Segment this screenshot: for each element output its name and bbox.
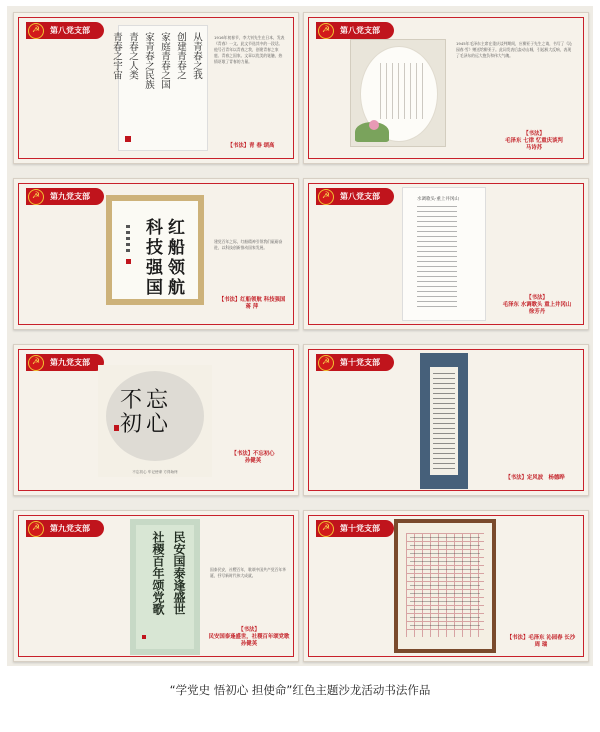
- slide-header-title: 第八党支部: [340, 192, 380, 201]
- artwork-caption: [492, 295, 582, 315]
- description-text: 建党百年之际，红船精神引领我们砥砺奋进，以科技创新推动国家发展。: [214, 239, 283, 251]
- party-emblem-icon: ☭: [318, 189, 334, 205]
- artwork-caption: [210, 297, 294, 311]
- slide-header: [316, 354, 394, 371]
- calligraphy-artwork: [130, 519, 200, 655]
- description-text: 国泰民安，社稷百年，歌颂中国共产党百年华诞，抒写新时代伟大成就。: [210, 567, 286, 579]
- artwork-note: 不忘初心 牢记使命 方得始终: [132, 470, 178, 474]
- calligraphy-artwork: [350, 39, 446, 147]
- artwork-column: 创建青春之: [175, 32, 186, 80]
- slide-header: [26, 22, 104, 39]
- slide-header-title: 第八党支部: [50, 26, 90, 35]
- artwork-column: 青春之宇宙: [111, 32, 122, 80]
- slide-6: [303, 344, 589, 496]
- slide-header-title: 第九党支部: [50, 192, 90, 201]
- slide-5: [13, 344, 299, 496]
- seal-stamp: [114, 425, 119, 431]
- caption-line: 蒋 萍: [245, 303, 259, 310]
- party-emblem-icon: ☭: [28, 189, 44, 205]
- slide-header: [26, 188, 104, 205]
- party-emblem-icon: ☭: [318, 521, 334, 537]
- slide-header-title: 第九党支部: [50, 524, 90, 533]
- calligraphy-artwork: [106, 195, 204, 305]
- caption-line: 【书法】: [523, 131, 545, 137]
- slide-header: [316, 188, 394, 205]
- caption-line: 毛泽东 七律 忆重庆谈判: [505, 137, 563, 144]
- caption-line: 民安国泰逢盛世，社稷百年颂党歌: [208, 633, 290, 640]
- slide-header: [316, 520, 394, 537]
- artwork-column: 民安国泰逢盛世: [172, 531, 186, 615]
- slide-3: [13, 178, 299, 330]
- calligraphy-artwork: [394, 519, 496, 653]
- description-text: 1945年毛泽东主席在重庆谈判期间，应柳亚子先生之请，书写了《沁园春·雪》赠送给柳亚子。此词发表后轰动山城，引起极大反响，表现了毛泽东的远大抱负和伟大气魄。: [456, 41, 572, 59]
- caption-line: 孙健英: [240, 640, 258, 647]
- slide-header: [316, 22, 394, 39]
- slide-1: [13, 12, 299, 164]
- artwork-char: 强: [146, 258, 163, 278]
- party-emblem-icon: ☭: [318, 355, 334, 371]
- slide-8: [303, 510, 589, 662]
- caption-line: 周 瑞: [534, 641, 548, 648]
- artwork-column: 从青春之我: [191, 32, 202, 80]
- caption-line: 孙健英: [244, 457, 262, 464]
- artwork-caption: [490, 131, 578, 151]
- caption-line: 马诗苏: [525, 144, 543, 151]
- calligraphy-artwork: [98, 365, 212, 477]
- page-caption: “学党史 悟初心 担使命”红色主题沙龙活动书法作品: [169, 683, 431, 697]
- slide-header-title: 第十党支部: [340, 358, 380, 367]
- artwork-char: 航: [168, 278, 185, 298]
- caption-line: 毛泽东 水调歌头 重上井冈山: [502, 301, 572, 308]
- artwork-char: 科: [146, 218, 163, 238]
- party-emblem-icon: ☭: [318, 23, 334, 39]
- slide-header: [26, 354, 104, 371]
- artwork-column: 社稷百年颂党歌: [151, 531, 165, 615]
- calligraphy-artwork: [420, 353, 468, 489]
- slide-header-title: 第九党支部: [50, 358, 90, 367]
- slide-header-title: 第八党支部: [340, 26, 380, 35]
- artwork-char: 国: [146, 278, 163, 298]
- caption-line: 【书法】毛泽东 沁园春 长沙: [506, 635, 576, 641]
- artwork-title: 水调歌头·重上井冈山: [417, 197, 459, 202]
- artwork-text: 不忘初心: [120, 388, 173, 438]
- seal-stamp: [142, 635, 146, 639]
- calligraphy-artwork: [402, 187, 486, 321]
- caption-line: 【书法】: [238, 627, 260, 633]
- artwork-char: 领: [168, 258, 185, 278]
- calligraphy-artwork: [111, 25, 208, 151]
- caption-line: 徐芳丹: [528, 308, 546, 315]
- artwork-column: 青春之人类: [127, 32, 138, 80]
- seal-stamp: [125, 136, 131, 142]
- description-text: 1916年初春节，李大钊先生在日本，发表《青春》一文。此文节选其中的一段话。他号召青年以青春之我，创建青春之家庭、青春之国家。文章以优美的笔触，热情讴歌了青春的力量。: [214, 35, 285, 65]
- artwork-column: 家青春之民族: [143, 32, 154, 89]
- slide-header: [26, 520, 104, 537]
- artwork-caption: [218, 451, 288, 465]
- slide-header-title: 第十党支部: [340, 524, 380, 533]
- artwork-char: 红: [168, 218, 185, 238]
- party-emblem-icon: ☭: [28, 23, 44, 39]
- artwork-caption: [500, 635, 582, 649]
- slide-7: [13, 510, 299, 662]
- seal-stamp: [126, 259, 131, 264]
- slide-4: [303, 178, 589, 330]
- slide-2: [303, 12, 589, 164]
- party-emblem-icon: ☭: [28, 355, 44, 371]
- artwork-column: 家庭青春之国: [159, 32, 170, 89]
- caption-line: 【书法】红船领航 科技强国: [218, 297, 286, 303]
- artwork-char: 船: [168, 238, 185, 258]
- artwork-caption: 【书法】定风波 杨德晔: [505, 475, 565, 481]
- artwork-char: 技: [146, 238, 163, 258]
- artwork-caption: [206, 627, 292, 647]
- artwork-caption: 【书法】青 春 颂高: [227, 143, 275, 149]
- party-emblem-icon: ☭: [28, 521, 44, 537]
- caption-line: 【书法】不忘初心: [231, 451, 275, 457]
- caption-line: 【书法】: [526, 295, 548, 301]
- slide-grid: [7, 6, 593, 666]
